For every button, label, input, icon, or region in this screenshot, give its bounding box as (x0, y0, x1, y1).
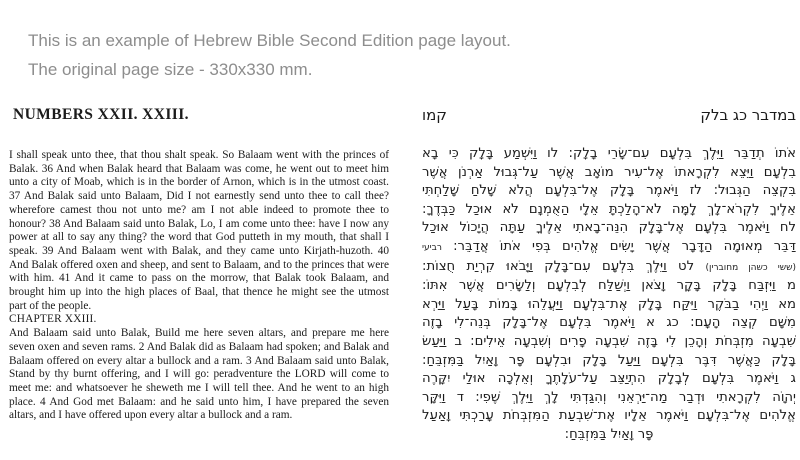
hebrew-line: אֵלֶיךָ לִקְרֹא־לָךְ לָמָּה לֹא־הָלַכְתָּ אֵלָי הַאֻמְנָם לֹא אוּכַל כַּבְּדֶךָ: (422, 201, 796, 217)
hebrew-text (422, 145, 796, 445)
english-page-heading: NUMBERS XXII. XXIII. (13, 106, 189, 123)
caption-line-2: The original page size - 330x330 mm. (28, 60, 313, 79)
hebrew-line: שִׁבְעָה מִזְבְּחֹת וְהָכֵן לִי בָּזֶה שִׁבְעָה פָרִים וְשִׁבְעָה אֵילִים: ב וַיַּעַשׂ (422, 333, 796, 349)
hebrew-page-number: קמו (422, 106, 447, 124)
english-column (9, 106, 389, 423)
hebrew-line: ג וַיֹּאמֶר בִּלְעָם לְבָלָק הִתְיַצֵּב עַל־עֹלָתֶךָ וְאֵלְכָה אוּלַי יִקָּרֶה (422, 371, 796, 387)
hebrew-header (422, 106, 796, 124)
hebrew-line: אֱלֹהִים אֶל־בִּלְעָם וַיֹּאמֶר אֵלָיו אֶת־שִׁבְעַת הַמִּזְבְּחֹת עָרַכְתִּי וָאַעַל (422, 408, 796, 424)
hebrew-line: מִשָּׁם קְצֵה הָעָם: כג א וַיֹּאמֶר בִּלְעָם אֶל־בָּלָק בְּנֵה־לִי בָזֶה (422, 315, 796, 331)
caption (28, 26, 511, 84)
hebrew-line: בִּקְצֵה הַגְּבוּל: לז וַיֹּאמֶר בָּלָק אֶל־בִּלְעָם הֲלֹא שָׁלֹחַ שָׁלַחְתִּי (422, 183, 796, 199)
hebrew-line: אֹתוֹ תְדַבֵּר וַיֵּלֶךְ בִּלְעָם עִם־שָׂרֵי בָלָק: לו וַיִּשְׁמַע בָּלָק כִּי בָא (422, 146, 796, 161)
aliyah-note-joined: (ששי כשהן מחוברין) (705, 262, 796, 273)
english-paragraph-2: And Balaam said unto Balak, Build me here seven altars, and prepare me here seven oxen and seven rams. 2 And Balak did as Balaam had spoken; and Balak and Balaam offered on every altar a bullock and a ram. 3 And Balaam said unto Balak, Stand by thy burnt offering, and I will go: peradventure the LORD will come to meet me: and whatsoever he sheweth me I will tell thee. And he went to an high place. 4 And God met Balaam: and he said unto him, I have prepared the seven altars, and I have offered upon every altar a bullock and a ram. (9, 327, 389, 422)
hebrew-line (422, 238, 796, 258)
hebrew-line: יְהוָֹה לִקְרָאתִי וּדְבַר מַה־יַּרְאֵנִי וְהִגַּדְתִּי לָךְ וַיֵּלֶךְ שֶׁפִי: ד וַיִּקָּר (422, 389, 796, 405)
hebrew-line-text: דַּבֵּר מְאוּמָה הַדָּבָר אֲשֶׁר יָשִׂים אֱלֹהִים בְּפִי אֹתוֹ אֲדַבֵּר: (453, 238, 796, 254)
hebrew-line (422, 258, 796, 278)
caption-line-1: This is an example of Hebrew Bible Second Edition page layout. (28, 31, 511, 50)
hebrew-line: לח וַיֹּאמֶר בִּלְעָם אֶל־בָּלָק הִנֵּה־בָאתִי אֵלֶיךָ עַתָּה הֲיָכוֹל אוּכַל (422, 220, 796, 236)
hebrew-column (422, 106, 796, 445)
hebrew-line: בָּלָק כַּאֲשֶׁר דִּבֶּר בִּלְעָם וַיַּעַל בָּלָק וּבִלְעָם פָּר וָאַיִל בַּמִּזְבֵּחַ: (422, 352, 796, 368)
chapter-heading: CHAPTER XXIII. (9, 313, 97, 326)
hebrew-line: מ וַיִּזְבַּח בָּלָק בָּקָר וָצֹאן וַיְשַׁלַּח לְבִלְעָם וְלַשָּׂרִים אֲשֶׁר אִתּוֹ: (422, 278, 796, 294)
english-paragraph-1: I shall speak unto thee, that thou shalt speak. So Balaam went with the princes of Balak. 36 And when Balak heard that Balaam was come, he went out to meet him unto a city of Moab, which is in the border of Arnon, which is in the utmost coast. 37 And Balak said unto Balaam, Did I not earnestly send unto thee to call thee? wherefore camest thou not unto me? am I not able indeed to promote thee to honour? 38 And Balaam said unto Balak, Lo, I am come unto thee: have I now any power at all to say any thing? the word that God putteth in my mouth, that shall I speak. 39 And Balaam went with Balak, and they came unto Kirjath-huzoth. 40 And Balak offered oxen and sheep, and sent to Balaam, and to the princes that were with him. 41 And it came to pass on the morrow, that Balak took Balaam, and brought him up into the high places of Baal, that thence he might see the utmost part of the people. (9, 149, 389, 312)
hebrew-line: מא וַיְהִי בַבֹּקֶר וַיִּקַּח בָּלָק אֶת־בִּלְעָם וַיַּעֲלֵהוּ בָּמוֹת בָּעַל וַיַּרְא (422, 296, 796, 312)
hebrew-line: בִלְעָם וַיֵּצֵא לִקְרָאתוֹ אֶל־עִיר מוֹאָב אֲשֶׁר עַל־גְּבוּל אַרְנֹן אֲשֶׁר (422, 164, 796, 180)
hebrew-line-text: לט וַיֵּלֶךְ בִּלְעָם עִם־בָּלָק וַיָּבֹאוּ קִרְיַת חֻצוֹת: (422, 258, 695, 274)
aliyah-marker-revii: רביעי (422, 242, 442, 253)
hebrew-line-last: פָּר וָאַיִל בַּמִּזְבֵּחַ: (564, 426, 654, 442)
hebrew-running-head: במדבר כג בלק (700, 106, 796, 124)
